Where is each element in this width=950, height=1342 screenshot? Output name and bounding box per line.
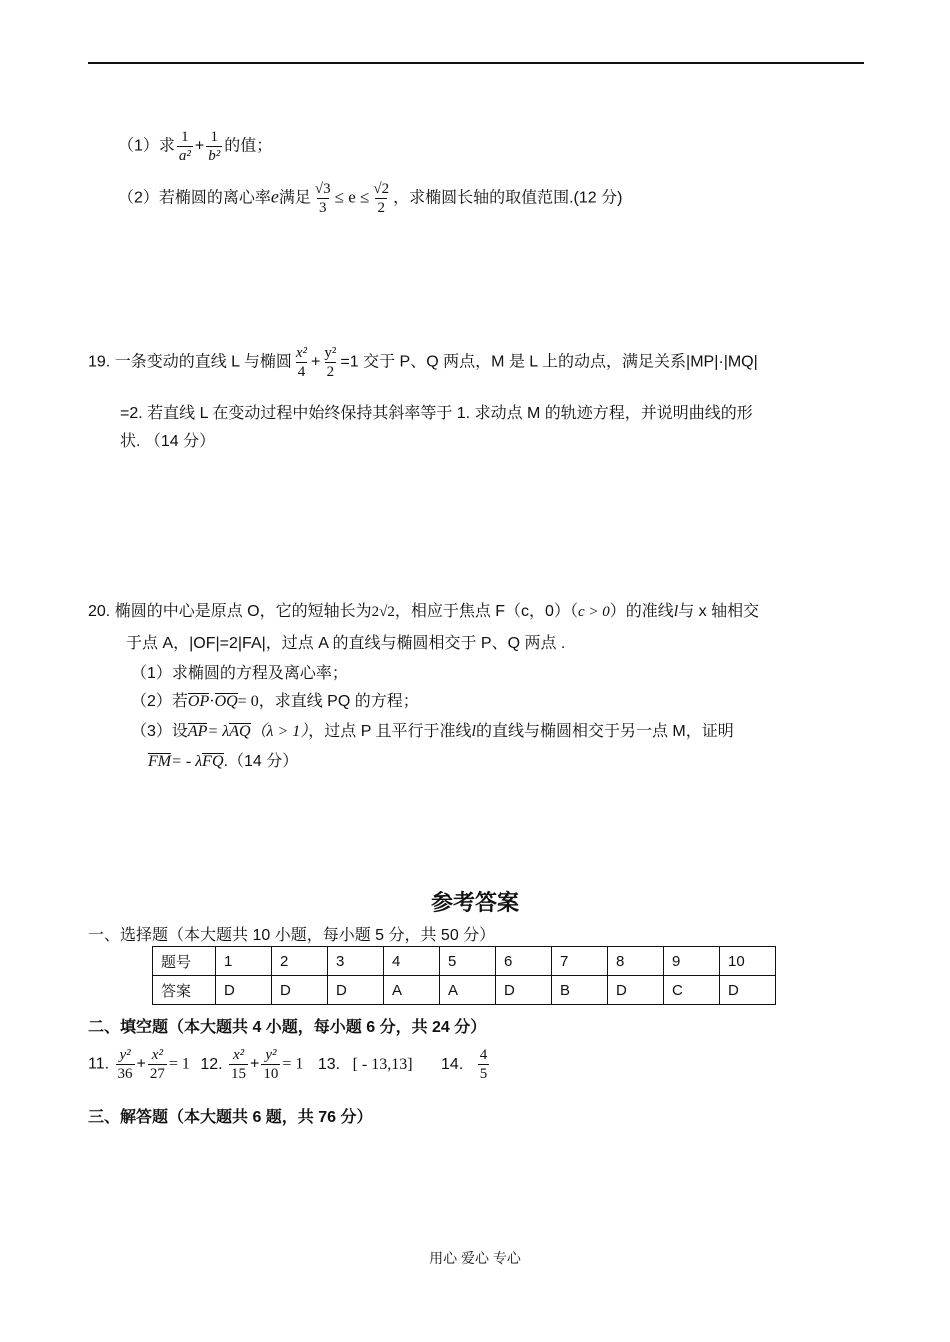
answer-13-value: [ - 13,13] xyxy=(352,1055,413,1073)
table-cell: D xyxy=(272,976,328,1005)
table-cell: 答案 xyxy=(153,976,216,1005)
q18-part1-frac2 xyxy=(206,128,222,165)
q20-l1-suffix: 与 x 轴相交 xyxy=(678,603,760,620)
dot-operator: · xyxy=(209,693,215,710)
q20-l1-mid1: ，相应于焦点 F（c，0）（ xyxy=(394,603,578,620)
frac-denominator: 3 xyxy=(319,200,327,216)
q18-part2-frac2 xyxy=(371,180,391,217)
table-cell: D xyxy=(720,976,776,1005)
vector-op: OP xyxy=(187,693,210,710)
table-cell: D xyxy=(328,976,384,1005)
q18-part2-prefix: （2）若椭圆的离心率 xyxy=(118,189,271,207)
answer-13-label: 13. xyxy=(317,1055,341,1073)
table-cell: 5 xyxy=(440,947,496,976)
frac-numerator: x² xyxy=(295,345,308,361)
q20-line1 xyxy=(88,598,759,621)
q20-line5 xyxy=(131,718,734,741)
frac-denominator: 15 xyxy=(231,1066,247,1082)
frac-denominator: 27 xyxy=(149,1066,165,1082)
q19-suffix: =1 交于 P、Q 两点，M 是 L 上的动点，满足关系|MP|·|MQ| xyxy=(340,353,758,371)
frac-numerator: √2 xyxy=(373,181,390,197)
table-cell: B xyxy=(552,976,608,1005)
table-row xyxy=(153,976,776,1005)
table-cell: 2 xyxy=(272,947,328,976)
frac-numerator: y² xyxy=(265,1047,277,1063)
frac-denominator: 10 xyxy=(263,1066,279,1082)
section1-heading: 一、选择题（本大题共 10 小题，每小题 5 分，共 50 分） xyxy=(88,927,496,944)
equals-lambda: = λ xyxy=(207,723,230,740)
directrix-symbol: l xyxy=(471,723,476,740)
answers-title: 参考答案 xyxy=(430,890,519,915)
q20-l4-prefix: （2）若 xyxy=(131,693,188,710)
frac-denominator: 2 xyxy=(377,200,385,216)
vector-aq: AQ xyxy=(229,723,251,740)
frac-numerator: x² xyxy=(151,1047,163,1063)
plus-sign: + xyxy=(311,353,321,371)
table-cell: 6 xyxy=(496,947,552,976)
frac-denominator: a² xyxy=(178,148,191,164)
q20-line6 xyxy=(148,748,298,771)
q20-l4-suffix: ，求直线 PQ 的方程； xyxy=(258,693,419,710)
equals-one: = 1 xyxy=(168,1055,190,1073)
equals-one: = 1 xyxy=(282,1055,304,1073)
table-cell: 题号 xyxy=(153,947,216,976)
frac-numerator: y² xyxy=(119,1047,131,1063)
q20-l1-mid2: ）的准线 xyxy=(609,603,674,620)
c-condition: c > 0 xyxy=(577,604,610,620)
equals-zero: = 0 xyxy=(237,693,259,710)
q20-l5-prefix: （3）设 xyxy=(131,723,188,740)
q20-l5-mid: ，过点 P 且平行于准线 xyxy=(308,723,472,740)
frac-denominator: 2 xyxy=(326,364,335,380)
vector-oq: OQ xyxy=(214,693,238,710)
frac-denominator: 4 xyxy=(297,364,306,380)
q20-l1-prefix: 20. 椭圆的中心是原点 O，它的短轴长为 xyxy=(88,603,372,620)
q18-part1-frac1 xyxy=(177,128,193,165)
section3-heading: 三、解答题（本大题共 6 题，共 76 分） xyxy=(88,1109,373,1126)
table-cell: 8 xyxy=(608,947,664,976)
q20-line2: 于点 A，|OF|=2|FA|，过点 A 的直线与椭圆相交于 P、Q 两点 . xyxy=(126,635,566,652)
table-cell: D xyxy=(496,976,552,1005)
q20-line4 xyxy=(131,688,419,711)
table-cell: C xyxy=(664,976,720,1005)
directrix-symbol: l xyxy=(673,603,679,620)
q18-part2 xyxy=(118,180,622,217)
plus-sign: + xyxy=(194,137,205,155)
q18-part1 xyxy=(118,128,272,165)
lambda-condition: （λ > 1） xyxy=(250,723,309,740)
fill-in-answers xyxy=(88,1046,491,1083)
table-cell: 10 xyxy=(720,947,776,976)
q20-line3: （1）求椭圆的方程及离心率； xyxy=(131,665,348,682)
q18-part1-prefix: （1）求 xyxy=(118,137,175,155)
header-rule xyxy=(88,62,864,64)
answer-12-label: 12. xyxy=(200,1055,223,1073)
frac-numerator: 1 xyxy=(210,129,218,145)
q19-line1 xyxy=(88,344,758,381)
frac-denominator: 5 xyxy=(479,1066,488,1082)
frac-numerator: √3 xyxy=(314,181,331,197)
table-cell: 4 xyxy=(384,947,440,976)
table-cell: 3 xyxy=(328,947,384,976)
table-cell: 9 xyxy=(664,947,720,976)
table-cell: D xyxy=(608,976,664,1005)
frac-numerator: 4 xyxy=(479,1047,488,1063)
plus-sign: + xyxy=(250,1055,260,1073)
section2-heading: 二、填空题（本大题共 4 小题，每小题 6 分，共 24 分） xyxy=(88,1019,487,1036)
inequality: ≤ e ≤ xyxy=(334,187,370,207)
table-cell: 7 xyxy=(552,947,608,976)
equals-neg-lambda: = - λ xyxy=(171,753,203,770)
table-cell: 1 xyxy=(216,947,272,976)
plus-sign: + xyxy=(136,1055,146,1073)
vector-fq: FQ xyxy=(202,753,224,770)
answer-12-frac1 xyxy=(229,1046,248,1083)
q19-frac2 xyxy=(322,344,338,381)
vector-ap: AP xyxy=(187,723,208,740)
frac-numerator: 1 xyxy=(181,129,189,145)
answer-11-frac1 xyxy=(116,1046,135,1083)
q19-line3: 状. （14 分） xyxy=(120,433,216,450)
vector-fm: FM xyxy=(148,753,172,770)
frac-numerator: x² xyxy=(232,1047,245,1063)
frac-denominator: 36 xyxy=(117,1066,133,1082)
q19-line2: =2. 若直线 L 在变动过程中始终保持其斜率等于 1. 求动点 M 的轨迹方程，并说明曲线的形 xyxy=(120,405,753,422)
q18-part1-suffix: 的值； xyxy=(224,137,273,155)
answer-11-label: 11. xyxy=(88,1055,110,1073)
q18-part2-suffix: ，求椭圆长轴的取值范围.(12 分) xyxy=(393,189,623,207)
answer-table xyxy=(152,946,776,1005)
frac-denominator: b² xyxy=(208,148,221,164)
answer-14-label: 14. xyxy=(441,1055,464,1073)
q20-l6-suffix: .（14 分） xyxy=(223,753,299,770)
q20-l5-suffix: 的直线与椭圆相交于另一点 M，证明 xyxy=(475,723,734,740)
q18-part2-mid: 满足 xyxy=(278,189,311,207)
q19-frac1 xyxy=(294,344,309,381)
frac-numerator: y² xyxy=(324,345,337,361)
answer-14-frac xyxy=(478,1046,490,1083)
table-cell: D xyxy=(216,976,272,1005)
answer-11-frac2 xyxy=(148,1046,167,1083)
page-footer: 用心 爱心 专心 xyxy=(429,1250,521,1266)
q19-prefix: 19. 一条变动的直线 L 与椭圆 xyxy=(88,353,292,371)
answer-12-frac2 xyxy=(261,1046,280,1083)
table-cell: A xyxy=(440,976,496,1005)
short-axis-length: 2√2 xyxy=(371,604,395,620)
table-cell: A xyxy=(384,976,440,1005)
table-row xyxy=(153,947,776,976)
eccentricity-symbol: e xyxy=(270,186,279,207)
q18-part2-frac1 xyxy=(313,180,333,217)
